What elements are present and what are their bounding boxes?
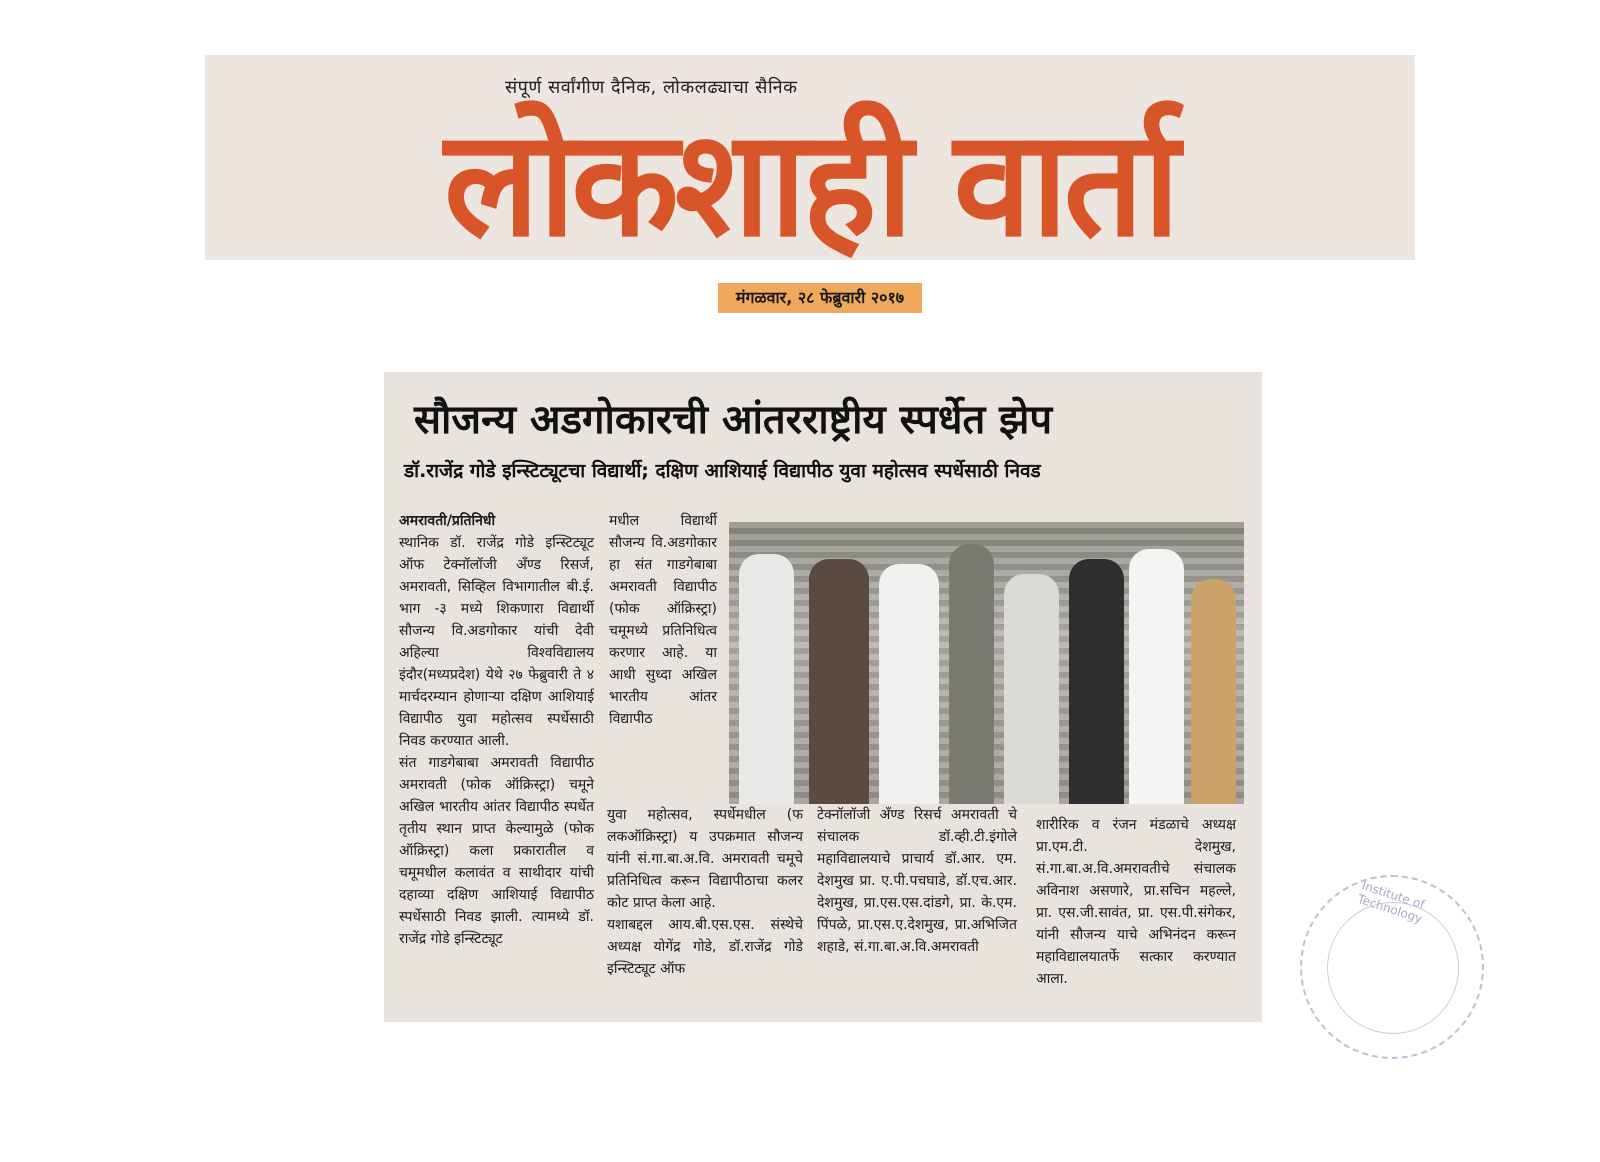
article-paragraph: मधील विद्यार्थी सौजन्य वि.अडगोकार हा संत गाडगेबाबा अमरावती विद्यापीठ (फोक ऑक्रिस्ट्रा) चमूमध्ये प्रतिनिधित्व करणार आहे. या आधी सुध्दा अखिल भारतीय आंतर विद्यापीठ [609, 513, 717, 727]
article-headline: सौजन्य अडगोकारची आंतरराष्ट्रीय स्पर्धेत झेप [414, 397, 1053, 443]
article-paragraph: स्थानिक डॉ. राजेंद्र गोडे इन्स्टिट्यूट ऑफ टेक्नॉलॉजी अँण्ड रिसर्ज, अमरावती, सिव्हिल विभागातील बी.ई. भाग -३ मध्ये शिकणारा विद्यार्थी सौजन्य वि.अडगोकार यांची देवी अहिल्या विश्वविद्यालय इंदौर(मध्यप्रदेश) येथे २७ फेब्रुवारी ते ४ मार्चदरम्यान होणाऱ्या दक्षिण आशियाई विद्यापीठ युवा महोत्सव स्पर्धेसाठी निवड करण्यात आली. [399, 535, 594, 749]
photo-person [1004, 574, 1059, 804]
article-paragraph: यशाबद्दल आय.बी.एस.एस. संस्थेचे अध्यक्ष योगेंद्र गोडे, डॉ.राजेंद्र गोडे इन्स्टिट्यूट ऑफ [607, 917, 803, 977]
article-byline: अमरावती/प्रतिनिधी [399, 513, 496, 529]
article-clipping [384, 372, 1262, 1022]
article-column-2-top [609, 510, 717, 730]
article-column-4 [1036, 814, 1236, 990]
photo-person [1191, 579, 1236, 804]
article-column-1 [399, 510, 594, 950]
photo-person [809, 559, 869, 804]
article-subheadline: डॉ.राजेंद्र गोडे इन्स्टिट्यूटचा विद्यार्थी; दक्षिण आशियाई विद्यापीठ युवा महोत्सव स्पर्धेसाठी निवड [404, 460, 1041, 482]
article-paragraph: टेक्नॉलॉजी अँण्ड रिसर्च अमरावती चे संचालक डॉ.व्ही.टी.इंगोले महाविद्यालयाचे प्राचार्य डॉ.आर. एम. देशमुख प्रा. ए.पी.पचघाडे, डॉ.एच.आर. देशमुख, प्रा.एस.एस.दांडगे, प्रा. के.एम. पिंपळे, प्रा.एस.ए.देशमुख, प्रा.अभिजित शहाडे, सं.गा.बा.अ.वि.अमरावती [817, 807, 1017, 955]
institute-stamp [1300, 875, 1484, 1059]
publication-date: मंगळवार, २८ फेब्रुवारी २०१७ [718, 283, 922, 313]
article-photo [729, 522, 1244, 804]
stamp-text: Institute of Technology [1355, 878, 1427, 926]
photo-person [1129, 549, 1184, 804]
article-paragraph: संत गाडगेबाबा अमरावती विद्यापीठ अमरावती (फोक ऑक्रिस्ट्रा) चमूने अखिल भारतीय आंतर विद्यापीठ स्पर्धेत तृतीय स्थान प्राप्त केल्यामुळे (फोक ऑक्रिस्ट्रा) कला प्रकारातील व चमूमधील कलावंत व साथीदार यांची दहाव्या दक्षिण आशियाई विद्यापीठ स्पर्धेसाठी निवड झाली. त्यामध्ये डॉ. राजेंद्र गोडे इन्स्टिट्यूट [399, 755, 594, 947]
photo-person [949, 544, 994, 804]
article-column-2-bottom [607, 804, 803, 980]
photo-person [879, 564, 939, 804]
article-paragraph: युवा महोत्सव, स्पर्धेमधील (फ लकऑक्रिस्ट्रा) य उपक्रमात सौजन्य यांनी सं.गा.बा.अ.वि. अमरावती चमूचे प्रतिनिधित्व करून विद्यापीठाचा कलर कोट प्राप्त केला आहे. [607, 807, 803, 911]
masthead-tagline: संपूर्ण सर्वांगीण दैनिक, लोकलढ्याचा सैनिक [505, 77, 798, 98]
newspaper-title: लोकशाही वार्ता [444, 98, 1176, 271]
photo-person [1069, 559, 1124, 804]
article-paragraph: शारीरिक व रंजन मंडळाचे अध्यक्ष प्रा.एम.टी. देशमुख, सं.गा.बा.अ.वि.अमरावतीचे संचालक अविनाश असणारे, प्रा.सचिन महल्ले, प्रा. एस.जी.सावंत, प्रा. एस.पी.संगेकर, यांनी सौजन्य याचे अभिनंदन करून महाविद्यालयातर्फे सत्कार करण्यात आला. [1036, 817, 1236, 987]
photo-person [739, 554, 794, 804]
newspaper-masthead [205, 55, 1415, 271]
article-column-3 [817, 804, 1017, 958]
